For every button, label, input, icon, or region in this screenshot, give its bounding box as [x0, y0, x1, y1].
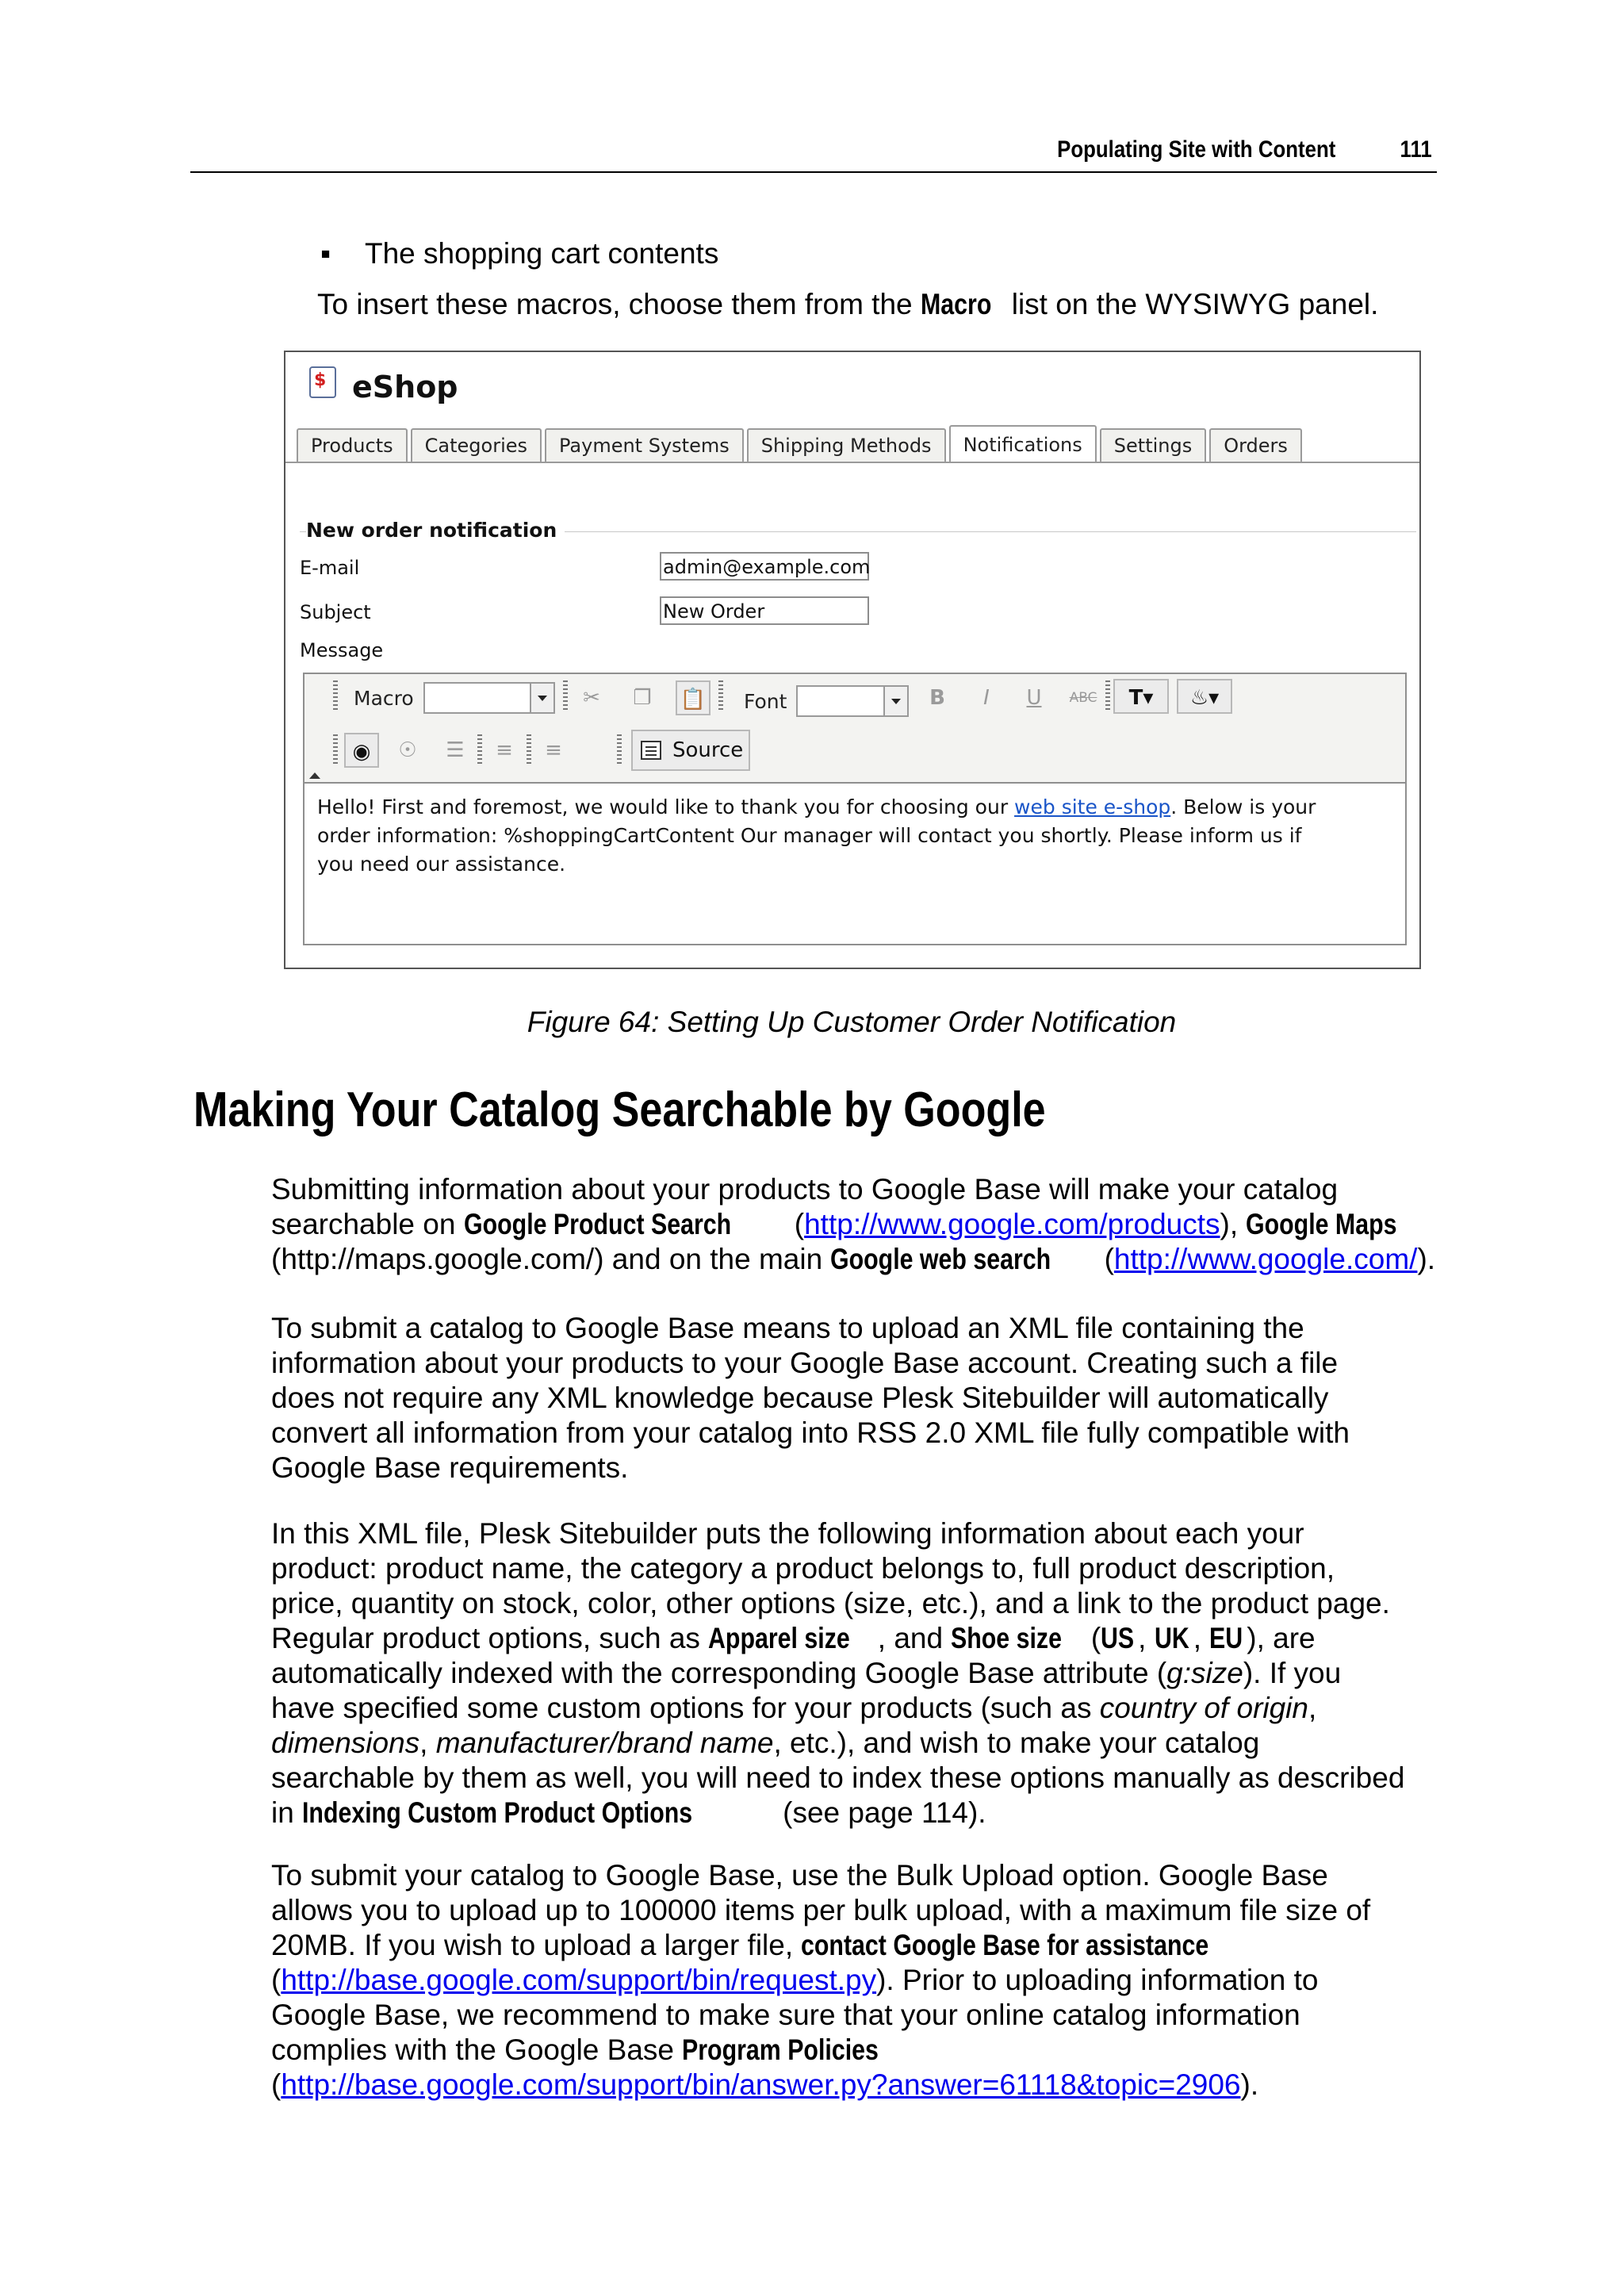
- horizontal-rule-icon[interactable]: ☰: [446, 738, 465, 762]
- para-text: Submitting information about your products to Google Base will make your catalog: [271, 1173, 1339, 1205]
- para-text: ,: [419, 1727, 436, 1759]
- tab-categories[interactable]: Categories: [411, 428, 542, 462]
- apparel-size-term: Apparel size: [708, 1622, 850, 1654]
- us-term: US: [1101, 1622, 1135, 1654]
- message-body[interactable]: [317, 793, 1380, 879]
- para-text: To submit a catalog to Google Base means to upload an XML file containing the: [271, 1312, 1304, 1344]
- program-policies-term: Program Policies: [682, 2033, 879, 2066]
- message-text: you need our assistance.: [317, 853, 566, 876]
- toolbar-grip-icon[interactable]: [333, 680, 338, 712]
- subject-field[interactable]: New Order: [660, 596, 869, 625]
- macro-term: Macro: [920, 288, 992, 320]
- para-text: complies with the Google Base: [271, 2033, 683, 2066]
- para-text: (: [271, 2068, 282, 2101]
- manufacturer-term: manufacturer/brand name: [435, 1727, 774, 1759]
- para-text: ,: [1138, 1622, 1155, 1654]
- indexing-custom-options-link[interactable]: Indexing Custom Product Options: [302, 1796, 693, 1829]
- text-color-icon[interactable]: T▾: [1113, 679, 1169, 714]
- intro-line: [317, 287, 1378, 322]
- google-products-link[interactable]: http://www.google.com/products: [804, 1208, 1220, 1240]
- bold-icon[interactable]: B: [929, 686, 945, 710]
- google-maps-term: Google Maps: [1246, 1208, 1397, 1240]
- bullet-text: The shopping cart contents: [365, 237, 719, 270]
- running-header-title: Populating Site with Content: [1056, 136, 1335, 163]
- message-text: . Below is your: [1170, 795, 1316, 818]
- contact-google-base-term: contact Google Base for assistance: [801, 1929, 1209, 1961]
- tab-shipping-methods[interactable]: Shipping Methods: [747, 428, 946, 462]
- google-web-search-term: Google web search: [830, 1243, 1051, 1275]
- para-text: searchable on: [271, 1208, 464, 1240]
- toolbar-grip-icon[interactable]: [527, 734, 531, 766]
- para-text: in: [271, 1796, 303, 1829]
- message-link[interactable]: web site e-shop: [1014, 795, 1171, 818]
- para-text: allows you to upload up to 100000 items per bulk upload, with a maximum file size of: [271, 1894, 1371, 1926]
- country-of-origin-term: country of origin: [1099, 1692, 1308, 1724]
- paragraph-2: [271, 1311, 1445, 1485]
- para-text: ,: [1308, 1692, 1317, 1724]
- tab-divider: [285, 462, 1419, 463]
- macro-select[interactable]: [423, 682, 555, 714]
- copy-icon[interactable]: ❐: [633, 686, 652, 710]
- subject-label: Subject: [300, 601, 371, 623]
- paragraph-3: [271, 1516, 1445, 1830]
- cut-icon[interactable]: ✂: [583, 686, 600, 710]
- para-text: ).: [1240, 2068, 1259, 2101]
- gsize-term: g:size: [1166, 1657, 1243, 1689]
- toolbar-grip-icon[interactable]: [563, 680, 568, 712]
- para-text: searchable by them as well, you will need to index these options manually as described: [271, 1761, 1405, 1794]
- page-number: 111: [1400, 136, 1432, 163]
- source-label: Source: [672, 738, 744, 762]
- para-text: (: [1096, 1243, 1114, 1275]
- para-text: ),: [1220, 1208, 1247, 1240]
- para-text: , and: [877, 1622, 952, 1654]
- message-label: Message: [300, 639, 384, 661]
- para-text: have specified some custom options for your products (such as: [271, 1692, 1100, 1724]
- eshop-screenshot: [284, 351, 1421, 969]
- eshop-logo-icon: [309, 366, 336, 398]
- tab-notifications[interactable]: Notifications: [949, 425, 1097, 462]
- background-color-icon[interactable]: ♨▾: [1177, 679, 1232, 714]
- email-label: E-mail: [300, 557, 360, 579]
- source-button[interactable]: [631, 730, 750, 771]
- para-text: ). If you: [1243, 1657, 1342, 1689]
- wysiwyg-editor: [303, 673, 1407, 945]
- para-text: (see page 114).: [774, 1796, 986, 1829]
- strikethrough-icon[interactable]: ABC: [1069, 690, 1097, 706]
- logo-glyph: $: [314, 370, 327, 390]
- paragraph-1: [271, 1172, 1445, 1277]
- para-text: , etc.), and wish to make your catalog: [773, 1727, 1260, 1759]
- para-text: In this XML file, Plesk Sitebuilder puts the following information about each your: [271, 1517, 1304, 1550]
- toolbar-grip-icon[interactable]: [617, 734, 622, 766]
- underline-icon[interactable]: U: [1026, 686, 1042, 710]
- link-icon[interactable]: ☉: [398, 738, 417, 762]
- toolbar-grip-icon[interactable]: [333, 734, 338, 766]
- para-text: Google Base, we recommend to make sure that your online catalog information: [271, 1999, 1300, 2031]
- uk-term: UK: [1154, 1622, 1189, 1654]
- para-text: ), are: [1247, 1622, 1316, 1654]
- bullet-marker: ▪: [320, 237, 331, 270]
- numbered-list-icon[interactable]: ≡: [496, 738, 513, 762]
- para-text: 20MB. If you wish to upload a larger file,: [271, 1929, 802, 1961]
- para-text: ,: [1193, 1622, 1210, 1654]
- editor-toolbar: [304, 674, 1405, 784]
- message-text: Hello! First and foremost, we would like to thank you for choosing our: [317, 795, 1015, 818]
- para-text: Regular product options, such as: [271, 1622, 709, 1654]
- para-text: (: [1082, 1622, 1101, 1654]
- section-title: New order notification: [306, 519, 565, 542]
- message-text: order information: %shoppingCartContent Our manager will contact you shortly. Please inform us if: [317, 824, 1302, 847]
- para-text: (: [786, 1208, 805, 1240]
- para-text: ).: [1417, 1243, 1436, 1275]
- intro-text-end: list on the WYSIWYG panel.: [1003, 288, 1379, 320]
- para-text: (http://maps.google.com/) and on the main: [271, 1243, 831, 1275]
- para-text: automatically indexed with the corresponding Google Base attribute (: [271, 1657, 1167, 1689]
- para-text: ). Prior to uploading information to: [876, 1964, 1319, 1996]
- dimensions-term: dimensions: [271, 1727, 420, 1759]
- tab-settings[interactable]: Settings: [1100, 428, 1206, 462]
- paste-icon[interactable]: 📋: [676, 680, 710, 715]
- para-text: information about your products to your Google Base account. Creating such a file: [271, 1347, 1339, 1379]
- toolbar-grip-icon[interactable]: [477, 734, 482, 766]
- section-heading: Making Your Catalog Searchable by Google: [193, 1083, 1046, 1137]
- intro-text: To insert these macros, choose them from the: [317, 288, 921, 320]
- chevron-down-icon: [530, 684, 553, 712]
- eu-term: EU: [1209, 1622, 1243, 1654]
- para-text: price, quantity on stock, color, other options (size, etc.), and a link to the product page.: [271, 1587, 1390, 1619]
- app-title: eShop: [352, 370, 458, 404]
- tab-orders[interactable]: Orders: [1209, 428, 1302, 462]
- para-text: product: product name, the category a product belongs to, full product description,: [271, 1552, 1335, 1585]
- figure-caption: Figure 64: Setting Up Customer Order Notification: [527, 1006, 1177, 1038]
- para-text: Google Base requirements.: [271, 1451, 629, 1484]
- google-base-request-link[interactable]: http://base.google.com/support/bin/request.py: [281, 1964, 877, 1996]
- font-label: Font: [744, 690, 787, 713]
- tab-payment-systems[interactable]: Payment Systems: [545, 428, 744, 462]
- running-header: [190, 132, 1437, 173]
- para-text: convert all information from your catalog into RSS 2.0 XML file fully compatible with: [271, 1416, 1350, 1449]
- google-link[interactable]: http://www.google.com/: [1113, 1243, 1418, 1275]
- macro-label: Macro: [354, 687, 414, 710]
- shoe-size-term: Shoe size: [951, 1622, 1063, 1654]
- google-product-search-term: Google Product Search: [463, 1208, 731, 1240]
- paragraph-4: [271, 1858, 1445, 2102]
- toolbar-grip-icon[interactable]: [1105, 680, 1110, 712]
- tab-products[interactable]: Products: [297, 428, 408, 462]
- email-field[interactable]: admin@example.com: [660, 552, 869, 581]
- para-text: To submit your catalog to Google Base, use the Bulk Upload option. Google Base: [271, 1859, 1328, 1892]
- tab-bar: [297, 428, 1302, 462]
- find-icon[interactable]: ◉: [344, 733, 379, 768]
- font-select[interactable]: [796, 685, 909, 717]
- source-icon: [641, 741, 661, 760]
- google-base-policies-link[interactable]: http://base.google.com/support/bin/answer.py?answer=61118&topic=2906: [281, 2068, 1241, 2101]
- collapse-toolbar-icon[interactable]: [309, 772, 320, 779]
- chevron-down-icon: [883, 687, 907, 715]
- toolbar-grip-icon[interactable]: [718, 680, 723, 712]
- bullet-list-icon[interactable]: ≡: [545, 738, 562, 762]
- italic-icon[interactable]: I: [983, 686, 990, 710]
- para-text: (: [271, 1964, 282, 1996]
- para-text: does not require any XML knowledge because Plesk Sitebuilder will automatically: [271, 1382, 1329, 1414]
